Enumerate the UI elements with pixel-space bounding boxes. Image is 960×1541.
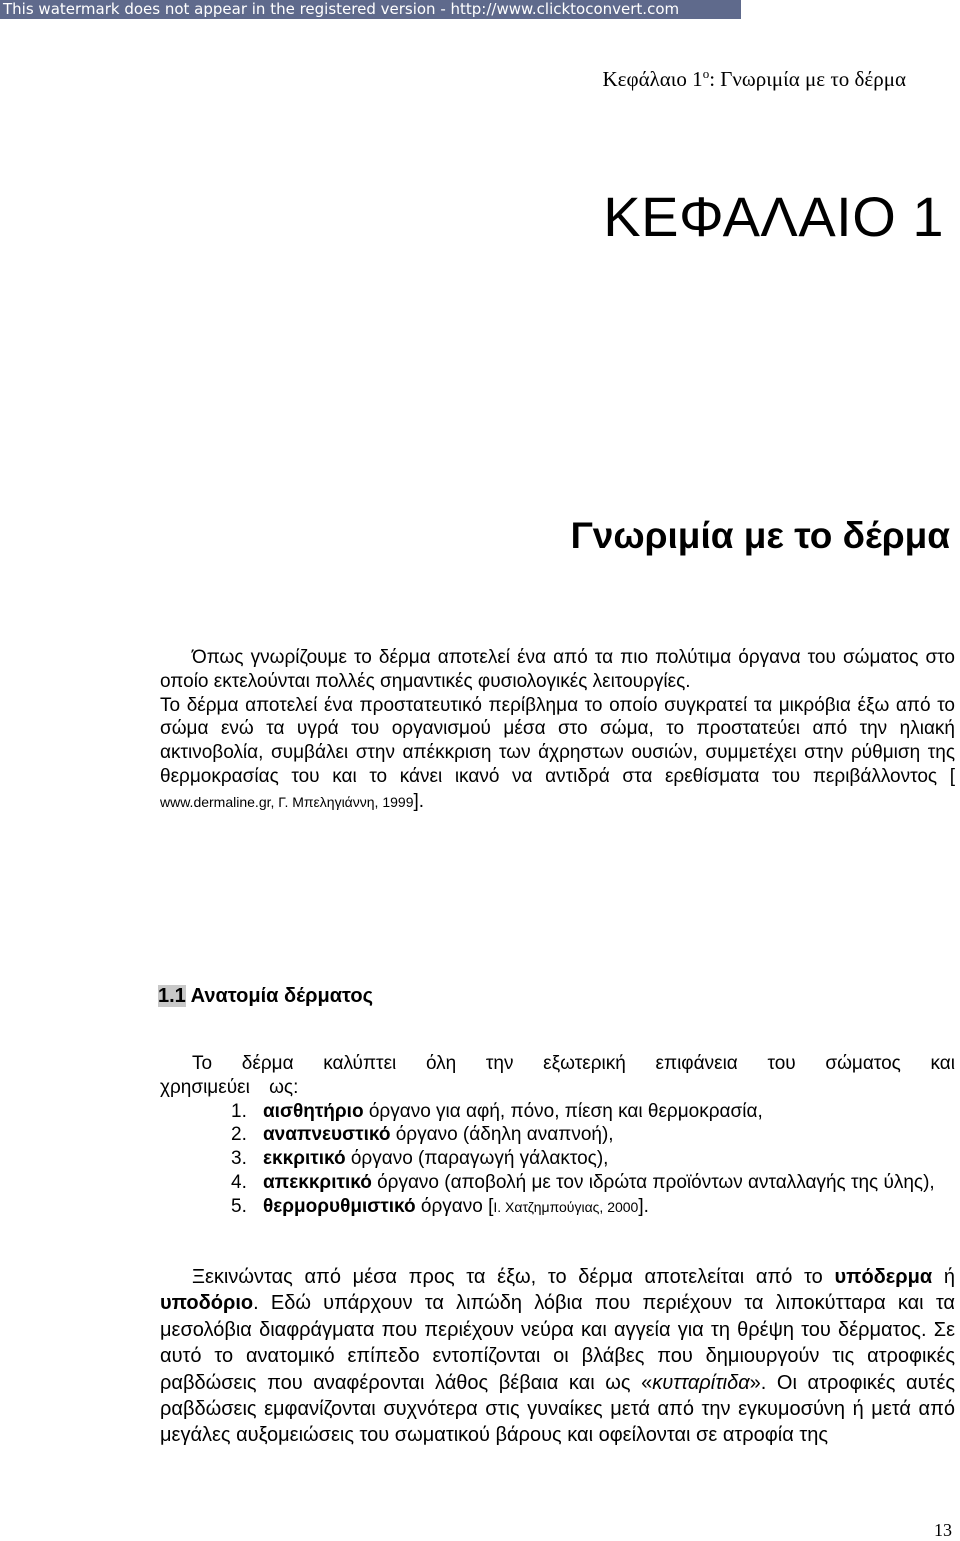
functions-intro: Το δέρμα καλύπτει όλη την εξωτερική επιφάνεια του σώματος και χρησιμεύει ως:	[160, 1053, 955, 1098]
page-number: 13	[934, 1520, 952, 1540]
subcutis-paragraph	[160, 1264, 955, 1449]
list-item-text: όργανο (άδηλη αναπνοή),	[390, 1124, 614, 1146]
list-item-text: όργανο [	[415, 1195, 494, 1217]
term-subcutaneous: υποδόριο	[160, 1292, 254, 1315]
list-item	[160, 1195, 955, 1220]
list-item-number: 3.	[231, 1148, 247, 1170]
list-item-number: 4.	[231, 1171, 247, 1193]
list-item-citation: Ι. Χατζημπούγιας, 2000	[493, 1198, 639, 1215]
functions-list	[160, 1100, 955, 1220]
list-item-citation-close: ].	[638, 1195, 649, 1217]
intro-citation: www.dermaline.gr, Γ. Μπεληγιάννη, 1999	[160, 793, 414, 810]
list-item-term: απεκκριτικό	[263, 1171, 372, 1193]
subcutis-text-part: ». Οι ατροφικές αυτές ραβδώσεις εμφανίζονται συχνότερα στις γυναίκες μετά από την εγκυμοσύνη ή μετά από μεγάλες αυξομειώσεις του σωματικού βάρους και οφείλονται σε ατροφία της	[160, 1371, 956, 1447]
intro-main-text	[160, 694, 955, 815]
chapter-title: Γνωριμία με το δέρμα	[570, 515, 950, 556]
watermark-banner	[0, 0, 741, 19]
list-item-number: 5.	[231, 1195, 247, 1217]
list-item-text: όργανο (παραγωγή γάλακτος),	[345, 1148, 609, 1170]
intro-paragraph	[160, 646, 955, 815]
list-item	[160, 1147, 955, 1171]
subcutis-text-part: . Εδώ υπάρχουν τα λιπώδη λόβια που περιέχουν τα λιποκύτταρα και τα μεσολόβια διαφράγματα που περιέχουν νεύρα και αγγεία για τη θρέψη του δέρματος. Σε αυτό το ανατομικό επίπεδο εντοπίζονται οι βλάβες που δημιουργούν τις ατροφικές ραβδώσεις που αναφέρονται λάθος βέβαια και ως «	[160, 1292, 955, 1394]
list-item-term: θερμορυθμιστικό	[263, 1195, 416, 1217]
list-item-number: 1.	[231, 1100, 247, 1122]
subcutis-text-part: ή	[932, 1266, 955, 1288]
running-head-prefix: Κεφάλαιο 1	[602, 67, 703, 91]
intro-main-body: Το δέρμα αποτελεί ένα προστατευτικό περίβλημα το οποίο συγκρατεί τα μικρόβια έξω από το σώμα ενώ τα υγρά του οργανισμού μέσα στο σώμα, το προστατεύει από την ηλιακή ακτινοβολία, συμβάλει στην απέκκριση των άχρηστων ουσιών, συμμετέχει στην ρύθμιση της θερμοκρασίας του και το κάνει ικανό να αντιδρά στα ερεθίσματα του περιβάλλοντος [	[160, 694, 955, 787]
running-head	[602, 66, 906, 92]
functions-block	[160, 1052, 955, 1220]
intro-first-sentence: Όπως γνωρίζουμε το δέρμα αποτελεί ένα από τα πιο πολύτιμα όργανα του σώματος στο οποίο εκτελούνται πολλές σημαντικές φυσιολογικές λειτουργίες.	[160, 647, 955, 692]
section-number: 1.1	[158, 985, 186, 1007]
running-head-superscript: ο	[702, 66, 710, 81]
term-cellulite: κυτταρίτιδα	[652, 1371, 750, 1394]
list-item-term: εκκριτικό	[263, 1148, 346, 1170]
subcutis-text	[160, 1264, 955, 1449]
list-item-text: όργανο για αφή, πόνο, πίεση και θερμοκρασία,	[363, 1100, 763, 1122]
running-head-suffix: : Γνωριμία με το δέρμα	[709, 67, 906, 91]
subcutis-text-part: Ξεκινώντας από μέσα προς τα έξω, το δέρμα αποτελείται από το	[192, 1266, 835, 1288]
list-item-number: 2.	[231, 1124, 247, 1146]
list-item-term: αισθητήριο	[263, 1100, 364, 1122]
section-heading	[158, 985, 373, 1008]
list-item-term: αναπνευστικό	[263, 1124, 391, 1146]
watermark-text: This watermark does not appear in the registered version - http://www.clicktoconvert.com	[3, 0, 680, 18]
section-title: Ανατομία δέρματος	[185, 985, 374, 1007]
list-item	[160, 1171, 955, 1195]
list-item-text: όργανο (αποβολή με τον ιδρώτα προϊόντων ανταλλαγής της ύλης),	[371, 1171, 935, 1193]
intro-citation-close: ].	[413, 790, 425, 812]
list-item	[160, 1123, 955, 1147]
term-hypodermis: υπόδερμα	[834, 1266, 933, 1288]
list-item	[160, 1100, 955, 1124]
chapter-label: ΚΕΦΑΛΑΙΟ 1	[603, 185, 944, 248]
